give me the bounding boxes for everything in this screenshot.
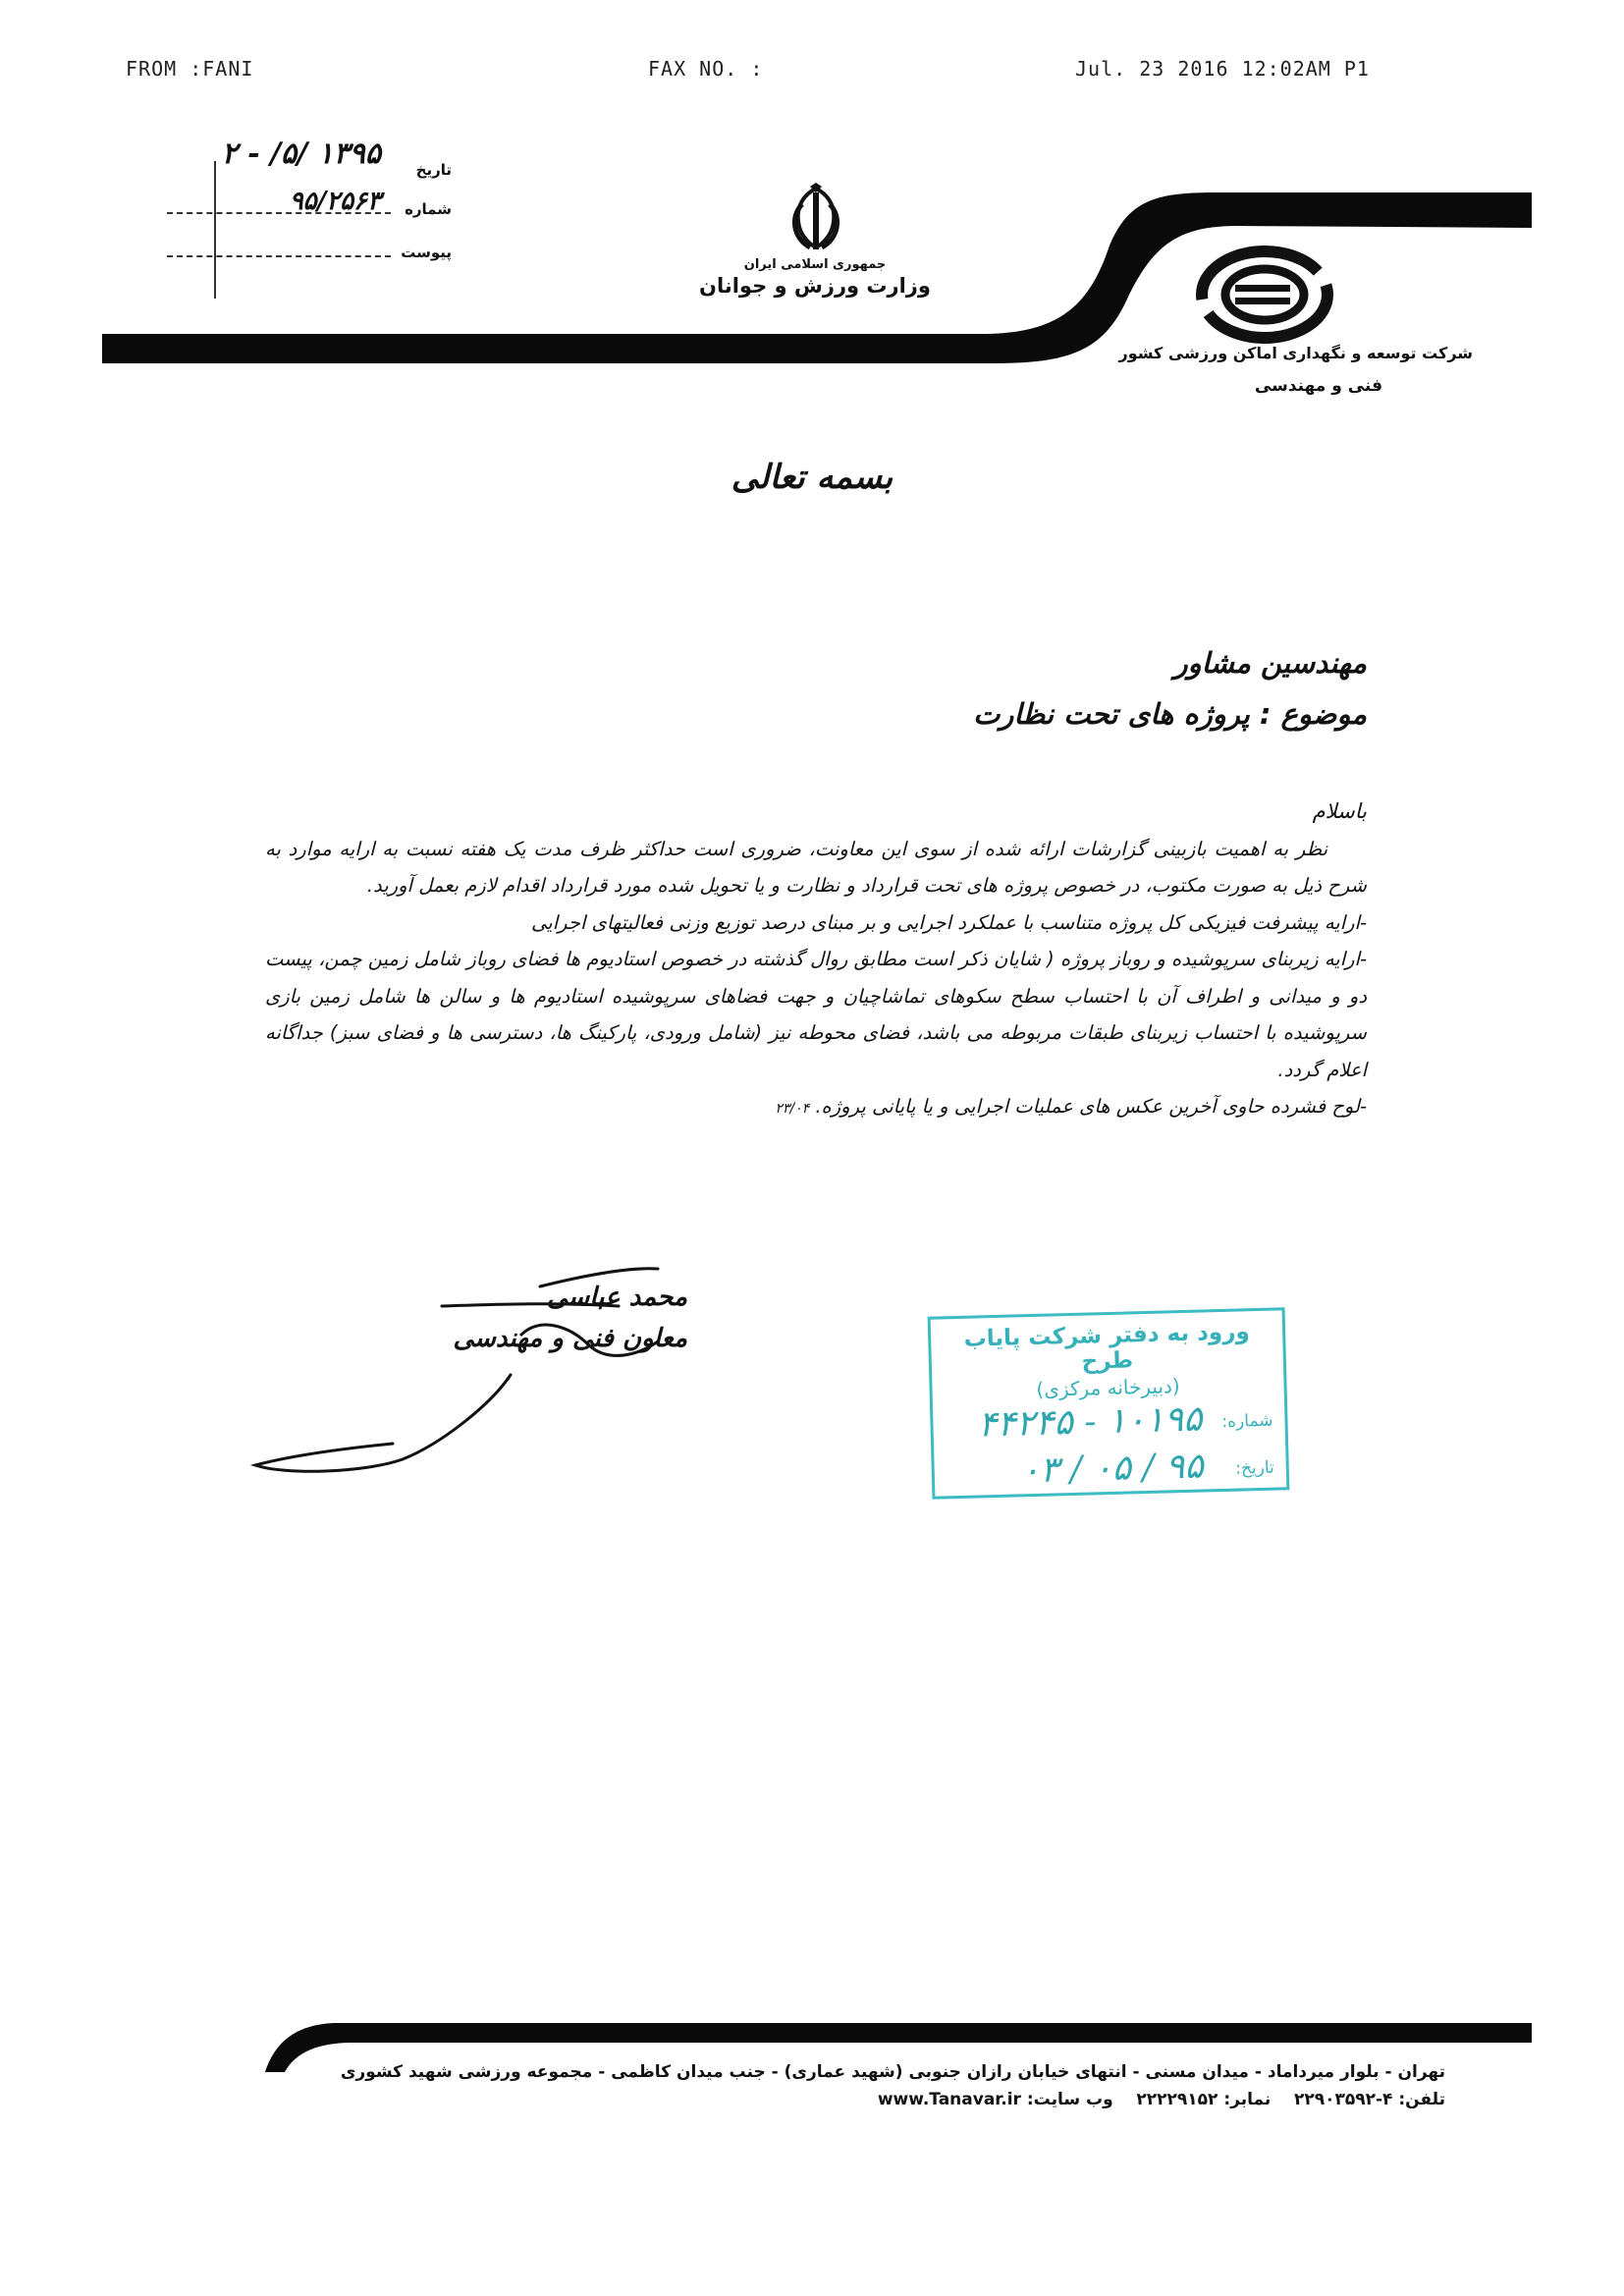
addressee: مهندسین مشاور xyxy=(1173,646,1367,680)
fax-from: FROM :FANI xyxy=(126,57,254,81)
date-row xyxy=(167,137,452,181)
date-label: تاریخ xyxy=(415,161,452,179)
subject-line: موضوع : پروژه های تحت نظارت xyxy=(973,697,1367,731)
footer-contact xyxy=(169,2090,1445,2109)
number-row xyxy=(167,187,452,220)
stamp-number-label: شماره: xyxy=(1221,1410,1273,1432)
stamp-date-row xyxy=(946,1446,1275,1499)
item-photos-cd-note: ۲۳/۰۴ xyxy=(775,1101,810,1117)
footer-address: تهران - بلوار میرداماد - میدان مسنی - انتهای خیابان رازان جنوبی (شهید عماری) - جنب میدان کاظمی - مجموعه ورزشی شهید کشوری xyxy=(340,2062,1445,2082)
item-photos-cd xyxy=(265,1088,1367,1128)
signatory-title: معاون فنی و مهندسی xyxy=(453,1324,687,1353)
stamp-subtitle: (دبیرخانه مرکزی) xyxy=(1036,1374,1180,1401)
stamp-date-value: ۹۵ / ۰۵ / ۰۳ xyxy=(1020,1446,1205,1492)
footer-fax: نمابر: ۲۲۲۲۹۱۵۲ xyxy=(1136,2090,1272,2109)
ministry-name: وزارت ورزش و جوانان xyxy=(699,274,931,298)
number-value: ۹۵/۲۵۶۳ xyxy=(289,187,381,216)
attachment-line xyxy=(167,255,391,257)
stamp-number-value: ۱۰۱۹۵ - ۴۴۲۴۵ xyxy=(977,1398,1203,1446)
item-physical-progress: -ارایه پیشرفت فیزیکی کل پروژه متناسب با عملکرد اجرایی و بر مبنای درصد توزیع وزنی فعالیتهای اجرایی xyxy=(531,910,1367,934)
attachment-row xyxy=(167,230,452,263)
stamp-number-row xyxy=(945,1398,1273,1451)
number-label: شماره xyxy=(405,200,452,218)
registration-box xyxy=(167,137,452,295)
fax-datetime: Jul. 23 2016 12:02AM P1 xyxy=(1075,57,1370,81)
company-name: شرکت توسعه و نگهداری اماکن ورزشی کشور xyxy=(1118,344,1473,362)
handwritten-signature-icon xyxy=(245,1247,697,1483)
fax-number: FAX NO. : xyxy=(648,57,764,81)
footer-website[interactable]: www.Tanavar.ir xyxy=(877,2090,1021,2109)
stamp-date-label: تاریخ: xyxy=(1234,1457,1275,1479)
item-floor-area: -ارایه زیربنای سرپوشیده و روباز پروژه ( شایان ذکر است مطابق روال گذشته در خصوص استادیوم ها فضای روباز شامل زمین چمن، پیست دو و میدانی و اطراف آن با احتساب سطح سکوهای تماشاچیان و جهت فضاهای سرپوشیده استادیوم ها و سالن ها شامل زمین بازی سرپوشیده با احتساب زیربنای طبقات مربوطه می باشد، فضای محوطه نیز (شامل ورودی، پارکینگ ها، دسترسی ها و فضای سبز) جداگانه اعلام گردد. xyxy=(265,948,1367,1081)
signatory-name: محمد عباسی xyxy=(546,1283,687,1312)
footer-website-label: وب سایت: xyxy=(1026,2090,1113,2109)
footer-phone: تلفن: ۴-۲۲۹۰۳۵۹۲ xyxy=(1293,2090,1445,2109)
date-value: ۱۳۹۵ /۵/ - ۲ xyxy=(221,137,381,171)
company-department: فنی و مهندسی xyxy=(1254,376,1382,396)
company-logo-icon xyxy=(1196,246,1333,344)
company-block xyxy=(1060,344,1473,396)
incoming-stamp xyxy=(928,1307,1290,1499)
iran-emblem-icon xyxy=(781,183,851,253)
country-name: جمهوری اسلامی ایران xyxy=(743,257,887,272)
attachment-label: پیوست xyxy=(401,244,452,261)
body-paragraph: نظر به اهمیت بازبینی گزارشات ارائه شده از سوی این معاونت، ضروری است حداکثر ظرف مدت یک هفته نسبت به ارایه موارد به شرح ذیل به صورت مکتوب، در خصوص پروژه های تحت قرارداد و نظارت و یا تحویل شده مورد قرارداد اقدام لازم بعمل آورید. xyxy=(265,837,1367,897)
letter-body xyxy=(265,793,1367,1128)
item-photos-cd-text: -لوح فشرده حاوی آخرین عکس های عملیات اجرایی و یا پایانی پروژه. xyxy=(815,1095,1367,1118)
stamp-title: ورود به دفتر شرکت پایاب طرح xyxy=(963,1319,1251,1375)
greeting: باسلام xyxy=(1312,799,1367,823)
ministry-block xyxy=(687,257,943,298)
invocation: بسمه تعالی xyxy=(731,458,893,497)
